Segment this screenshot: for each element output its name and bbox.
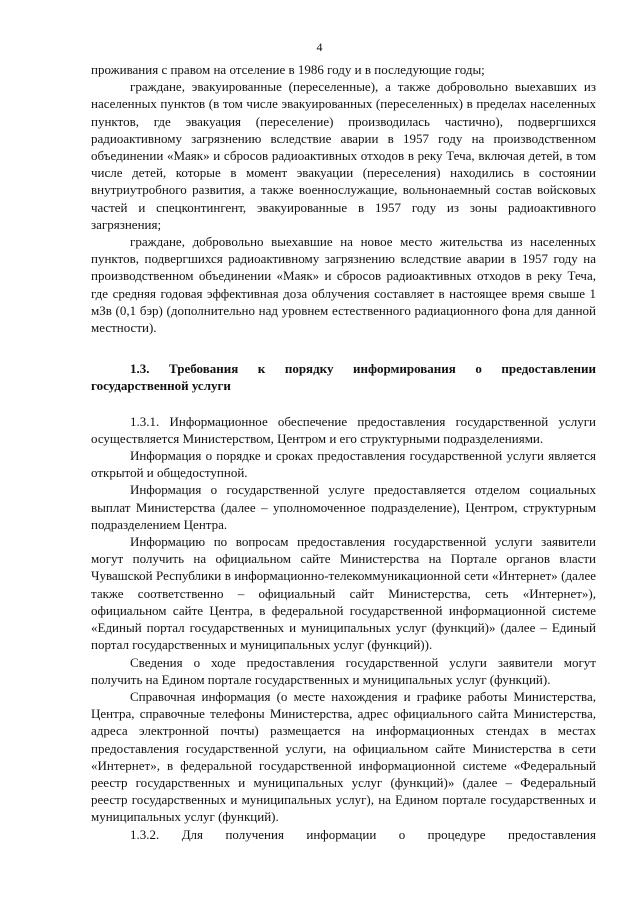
paragraph: Информация о государственной услуге предоставляется отделом социальных выплат Министерства (далее – уполномоченное подразделение), Центром, структурным подразделением Центра.: [91, 482, 596, 532]
paragraph: Сведения о ходе предоставления государственной услуги заявители могут получить на Едином портале государственных и муниципальных услуг (функций).: [91, 654, 596, 687]
paragraph: граждане, эвакуированные (переселенные), а также добровольно выехавших из населенных пунктов (в том числе эвакуированных (переселенных) в пределах населенных пунктов, где эвакуация (переселение) производилась частично), подвергшихся радиоактивному загрязнению вследствие аварии в 1957 году на производственном объединении «Маяк» и сбросов радиоактивных отходов в реку Теча, включая детей, в том числе детей, которые в момент эвакуации (переселения) находились в состоянии внутриутробного развития, а также военнослужащие, вольнонаемный состав войсковых частей и спецконтингент, эвакуированные в 1957 году из зоны радиоактивного загрязнения;: [91, 79, 596, 232]
paragraph: проживания с правом на отселение в 1986 году и в последующие годы;: [91, 62, 485, 77]
paragraph: граждане, добровольно выехавшие на новое место жительства из населенных пунктов, подвергшихся радиоактивному загрязнению вследствие аварии в 1957 году на производственном объединении «Маяк» и сбросов радиоактивных отходов в реку Теча, где средняя годовая эффективная доза облучения составляет в настоящее время свыше 1 мЗв (0,1 бэр) (дополнительно над уровнем естественного радиационного фона для данной местности).: [91, 234, 596, 336]
paragraph: 1.3.2. Для получения информации о процедуре предоставления: [130, 826, 596, 842]
document-body: [91, 61, 596, 843]
paragraph: Справочная информация (о месте нахождения и графике работы Министерства, Центра, справочные телефоны Министерства, адрес официального сайта Министерства, адреса электронной почты) размещается на информационных стендах в местах предоставления государственной услуги, на официальном сайте Министерства в сети «Интернет», в федеральной государственной информационной системе «Федеральный реестр государственных и муниципальных услуг (функций)» (далее – Федеральный реестр государственных и муниципальных услуг), на Едином портале государственных и муниципальных услуг (функций).: [91, 688, 596, 825]
page-number: 4: [316, 40, 323, 54]
paragraph: 1.3.1. Информационное обеспечение предоставления государственной услуги осуществляется Министерством, Центром и его структурными подразделениями.: [91, 413, 596, 446]
section-heading: 1.3. Требования к порядку информирования о предоставлении государственной услуги: [91, 361, 596, 394]
paragraph: Информация о порядке и сроках предоставления государственной услуги является открытой и общедоступной.: [91, 448, 596, 481]
paragraph: Информацию по вопросам предоставления государственной услуги заявители могут получить на официальном сайте Министерства на Портале органов власти Чувашской Республики в информационно-телекоммуникационной сети «Интернет» (далее также соответственно – официальный сайт Министерства, сеть «Интернет»), официальном сайте Центра, в федеральной государственной информационной системе «Единый портал государственных и муниципальных услуг (функций)» (далее – Единый портал государственных и муниципальных услуг (функций)).: [91, 534, 596, 653]
